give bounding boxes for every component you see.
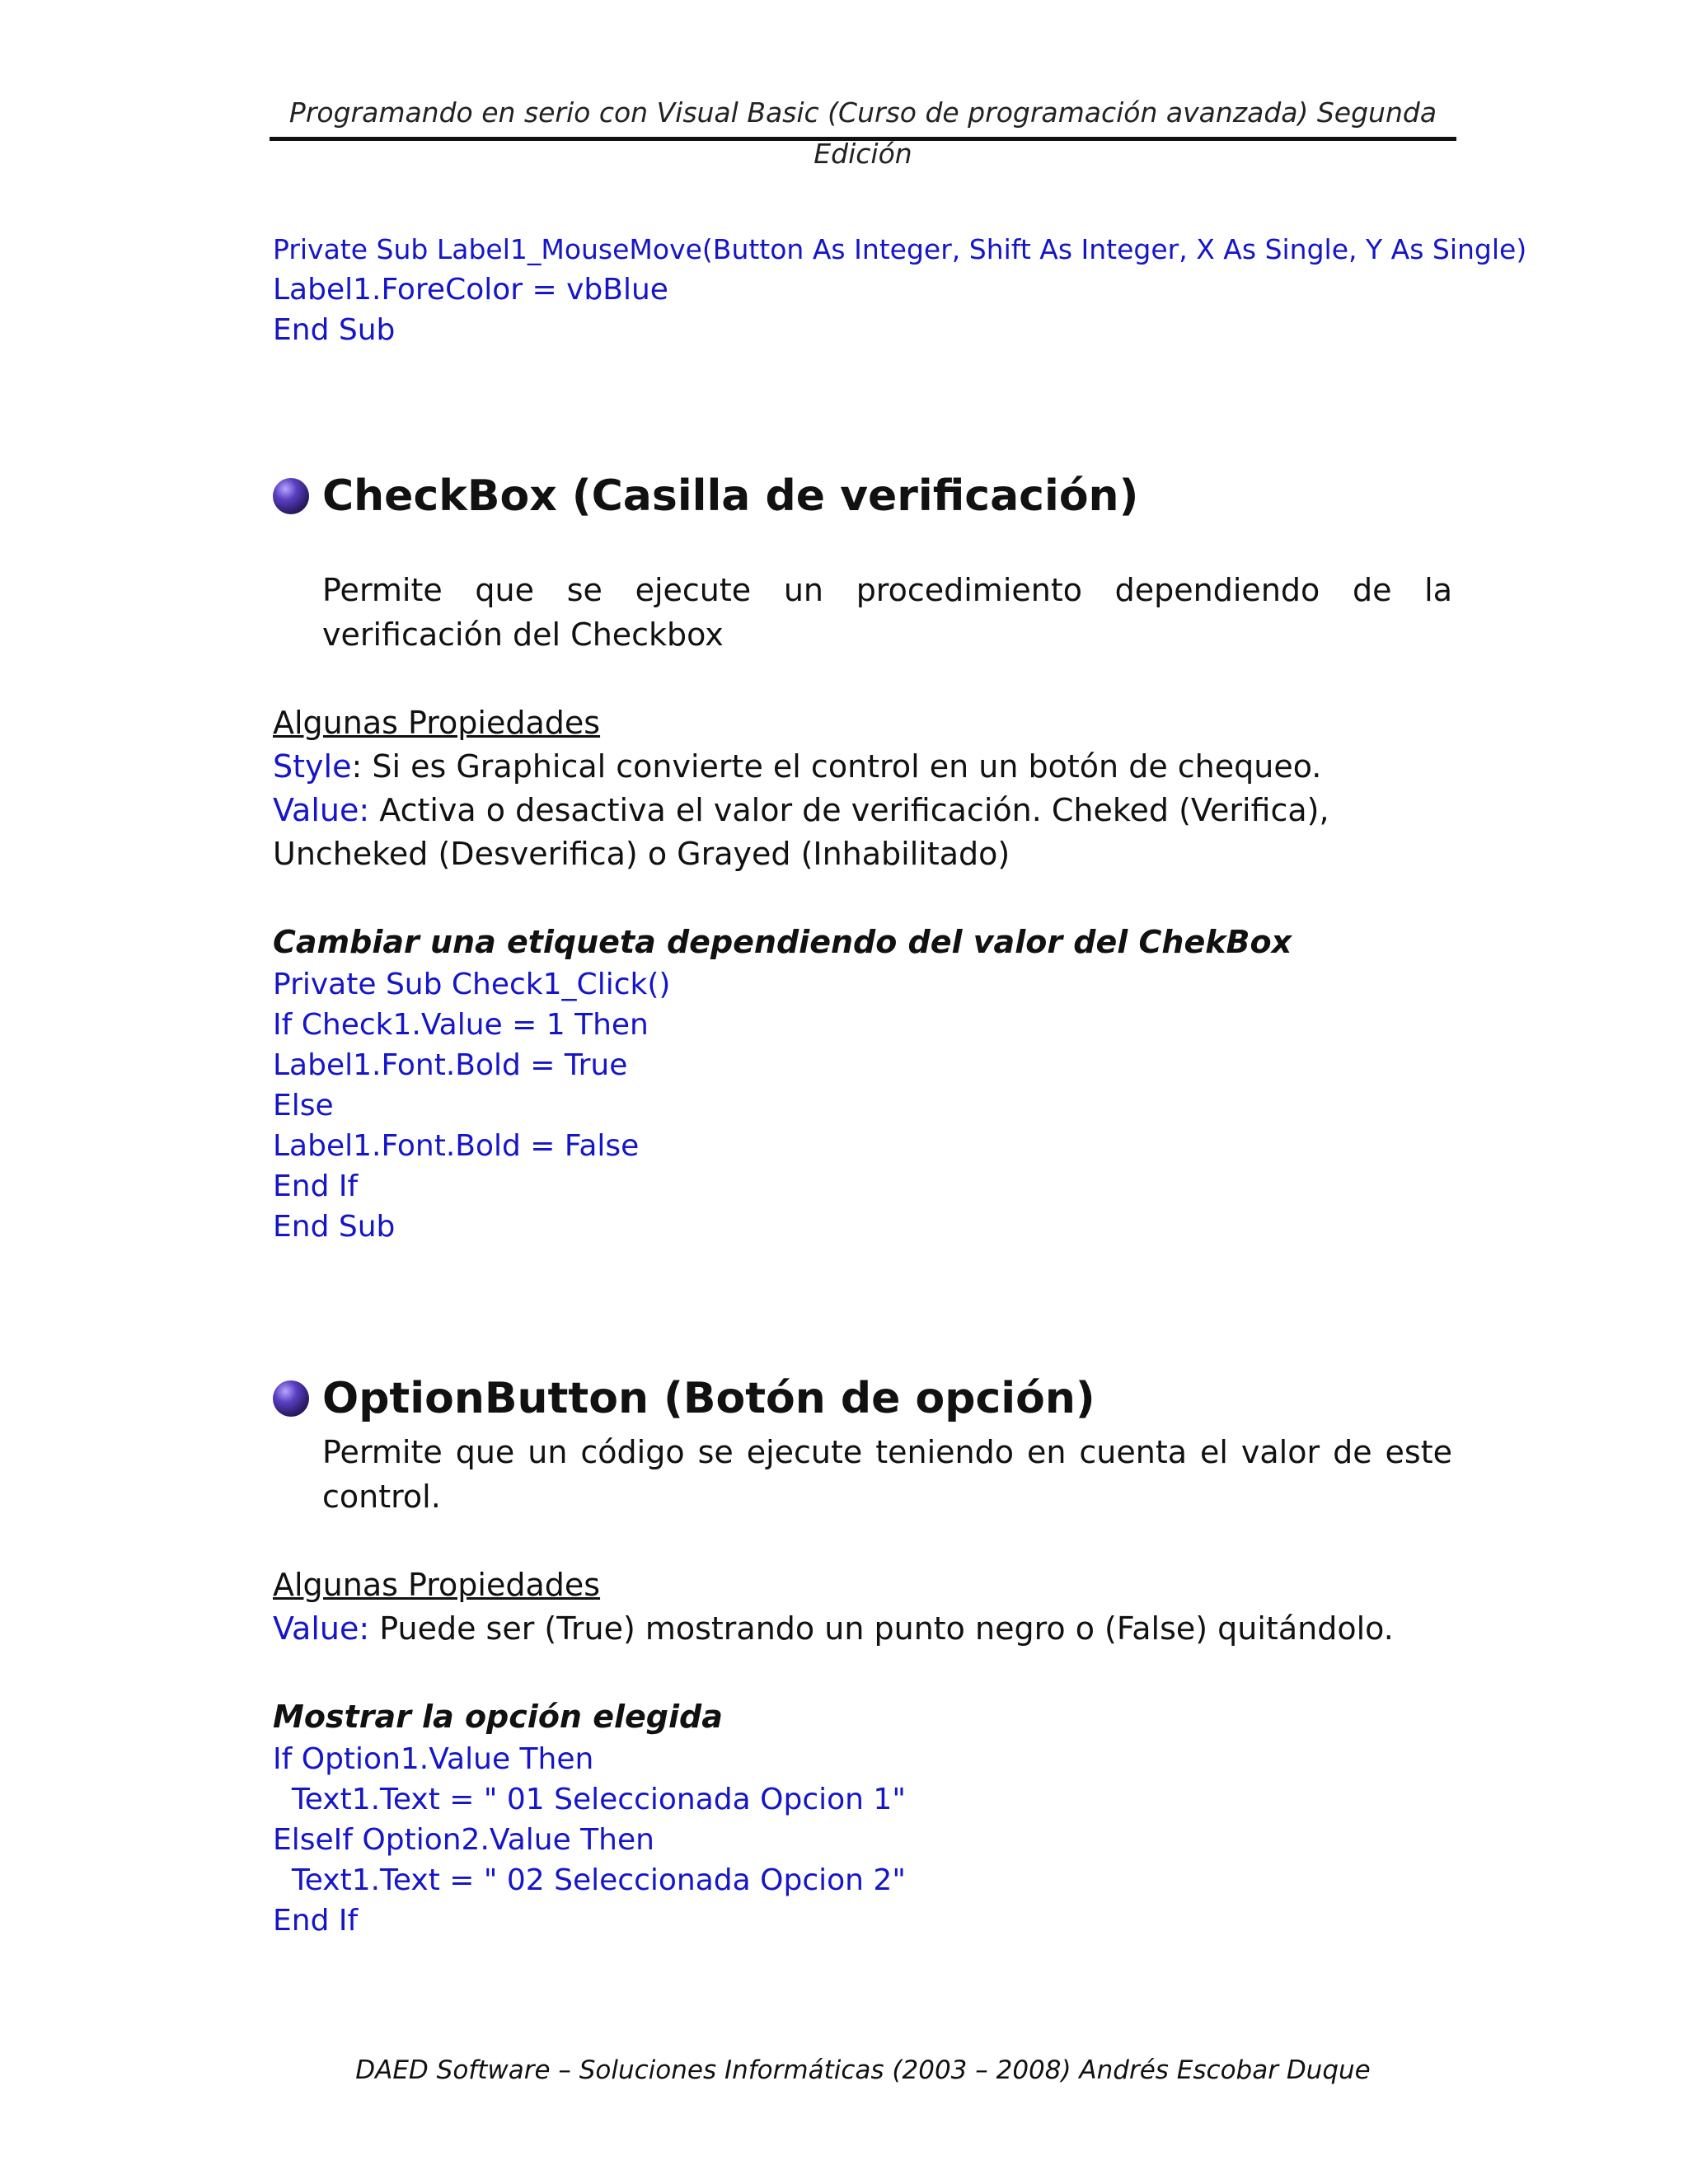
optionbutton-heading — [273, 1370, 1095, 1427]
property-name: Style — [273, 748, 352, 785]
property-text: Activa o desactiva el valor de verificación. Cheked (Verifica), Uncheked (Desverifica) o Grayed (Inhabilitado) — [273, 792, 1329, 872]
code-line: End Sub — [273, 1210, 396, 1244]
code-line: End Sub — [273, 313, 396, 347]
sphere-bullet-icon — [273, 1380, 309, 1417]
example-title: Cambiar una etiqueta dependiendo del valor del ChekBox — [273, 924, 1292, 960]
code-line: Text1.Text = " 01 Seleccionada Opcion 1" — [273, 1783, 906, 1816]
code-line: Label1.Font.Bold = False — [273, 1129, 640, 1163]
section-title: CheckBox (Casilla de verificación) — [322, 471, 1139, 521]
property-style — [273, 745, 1451, 789]
example-title: Mostrar la opción elegida — [273, 1699, 723, 1735]
checkbox-example — [273, 921, 1451, 1247]
property-name: Value: — [273, 1610, 370, 1647]
top-code-block — [273, 229, 1527, 350]
checkbox-description: Permite que se ejecute un procedimiento dependiendo de la verificación del Checkbox — [322, 572, 1452, 653]
code-line: End If — [273, 1169, 359, 1203]
sphere-bullet-icon — [273, 478, 309, 514]
property-text: Puede ser (True) mostrando un punto negro o (False) quitándolo. — [369, 1610, 1394, 1647]
code-line: If Check1.Value = 1 Then — [273, 1008, 649, 1042]
code-line: Private Sub Check1_Click() — [273, 968, 671, 1001]
code-line: If Option1.Value Then — [273, 1742, 594, 1776]
properties-title: Algunas Propiedades — [273, 1567, 601, 1603]
page-footer: DAED Software – Soluciones Informáticas (2003 – 2008) Andrés Escobar Duque — [355, 2055, 1371, 2085]
code-line: Label1.ForeColor = vbBlue — [273, 273, 668, 307]
section-title: OptionButton (Botón de opción) — [322, 1374, 1095, 1423]
code-line: Else — [273, 1089, 334, 1122]
code-line: Text1.Text = " 02 Seleccionada Opcion 2" — [273, 1863, 906, 1897]
checkbox-heading — [273, 467, 1138, 525]
code-line: Label1.Font.Bold = True — [273, 1048, 628, 1082]
optionbutton-example — [273, 1695, 1451, 1941]
code-line: End If — [273, 1904, 359, 1938]
property-name: Value: — [273, 792, 370, 828]
code-line: Private Sub Label1_MouseMove(Button As Integer, Shift As Integer, X As Single, Y As Single) — [273, 233, 1527, 265]
checkbox-properties — [273, 701, 1451, 876]
optionbutton-properties — [273, 1563, 1451, 1651]
property-value — [273, 1607, 1451, 1651]
properties-title: Algunas Propiedades — [273, 705, 601, 741]
code-line: ElseIf Option2.Value Then — [273, 1823, 654, 1857]
property-value — [273, 789, 1451, 876]
optionbutton-description: Permite que un código se ejecute teniendo en cuenta el valor de este control. — [322, 1434, 1452, 1515]
page-header: Programando en serio con Visual Basic (Curso de programación avanzada) Segunda Edición — [270, 92, 1456, 141]
property-text: : Si es Graphical convierte el control en un botón de chequeo. — [351, 748, 1322, 785]
